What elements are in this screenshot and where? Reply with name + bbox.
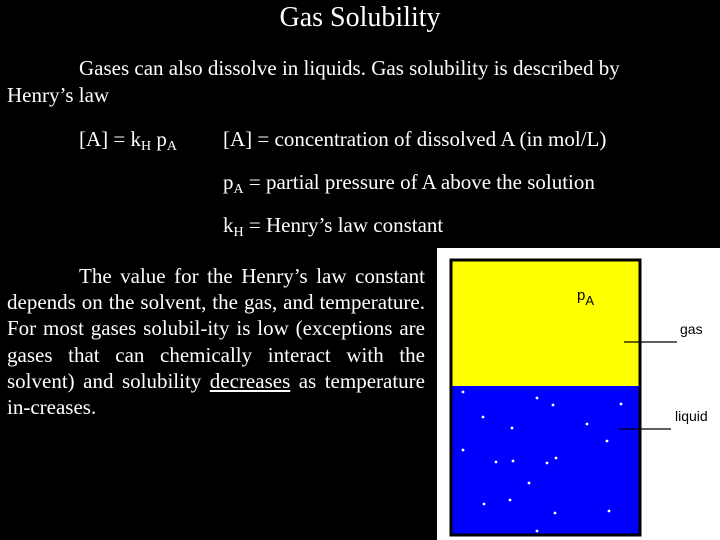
definition-subscript: H xyxy=(233,225,244,240)
definition-symbol: p xyxy=(223,170,234,194)
molecule-dot xyxy=(620,403,623,406)
liquid-label: liquid xyxy=(675,408,708,424)
equation-k-subscript: H xyxy=(141,139,152,154)
definition-text: = Henry’s law constant xyxy=(243,213,444,237)
gas-label: gas xyxy=(680,321,703,337)
molecule-dot xyxy=(462,391,465,394)
liquid-region xyxy=(451,386,640,535)
gas-liquid-diagram xyxy=(437,248,720,540)
equation-lhs: [A] = k xyxy=(79,127,141,151)
intro-line-1: Gases can also dissolve in liquids. Gas solubility is described by xyxy=(79,56,620,80)
molecule-dot xyxy=(495,461,498,464)
molecule-dot xyxy=(511,427,514,430)
molecule-dot xyxy=(462,449,465,452)
molecule-dot xyxy=(512,460,515,463)
definition-symbol: k xyxy=(223,213,234,237)
equation-p-subscript: A xyxy=(166,139,177,154)
molecule-dot xyxy=(509,499,512,502)
definition-text: = partial pressure of A above the solution xyxy=(243,170,595,194)
paragraph-text-end: as temperature in-creases. xyxy=(7,368,425,420)
molecule-dot xyxy=(536,397,539,400)
molecule-dot xyxy=(483,503,486,506)
molecule-dot xyxy=(608,510,611,513)
intro-line-2: Henry’s law xyxy=(7,83,110,107)
paragraph-text: The value for the Henry’s law constant depends on the solvent, the gas, and temperature. For most gases solubil-ity is low (exceptions are gases that can chemically interact with the solvent) and solubility xyxy=(7,264,425,393)
molecule-dot xyxy=(552,404,555,407)
definition-partial-pressure xyxy=(223,169,595,195)
definition-subscript: A xyxy=(233,182,244,197)
gas-region xyxy=(451,260,640,386)
equation-p: p xyxy=(151,127,167,151)
molecule-dot xyxy=(555,457,558,460)
pressure-label: pA xyxy=(577,287,595,308)
emphasis-decreases: decreases xyxy=(209,368,291,393)
gas-liquid-figure xyxy=(437,248,720,540)
definition-concentration: [A] = concentration of dissolved A (in mol/L) xyxy=(223,127,607,151)
explanation-paragraph xyxy=(7,263,425,420)
henrys-law-equation xyxy=(79,126,177,152)
molecule-dot xyxy=(536,530,539,533)
molecule-dot xyxy=(482,416,485,419)
molecule-dot xyxy=(546,462,549,465)
page-title: Gas Solubility xyxy=(279,2,441,33)
molecule-dot xyxy=(554,512,557,515)
molecule-dot xyxy=(528,482,531,485)
molecule-dot xyxy=(606,440,609,443)
molecule-dot xyxy=(586,423,589,426)
definition-henry-constant xyxy=(223,212,443,238)
